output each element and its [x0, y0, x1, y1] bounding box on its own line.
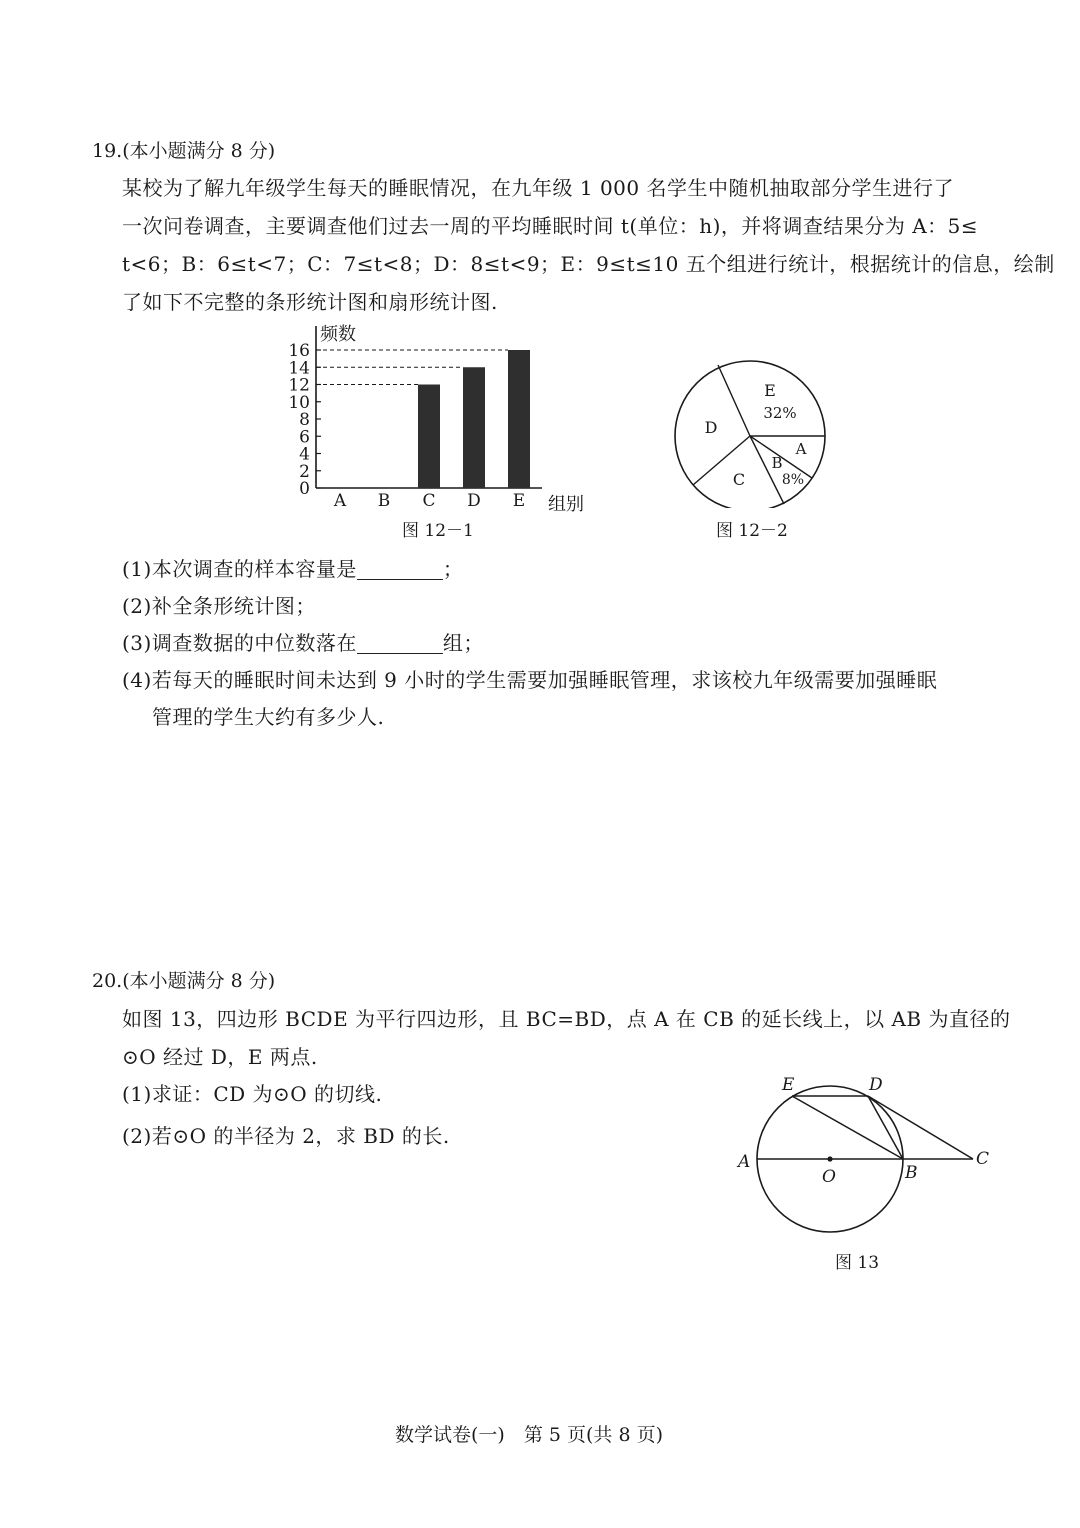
- q20-sub1: (1)求证：CD 为⊙O 的切线.: [122, 1082, 383, 1106]
- q19-intro-line-3: t<6；B：6≤t<7；C：7≤t<8；D：8≤t<9；E：9≤t≤10 五个组进行统计，根据统计的信息，绘制: [122, 252, 1055, 276]
- geometry-figure-13: [730, 1068, 1000, 1238]
- bar-e: [508, 350, 530, 488]
- bar-d: [463, 367, 485, 488]
- q19-sub1-text: (1)本次调查的样本容量是: [122, 557, 357, 581]
- q20-intro-line-2: ⊙O 经过 D，E 两点.: [122, 1045, 318, 1069]
- y-tick-label: 0: [299, 479, 310, 499]
- pie-chart: [666, 328, 836, 508]
- y-tick-label: 10: [288, 392, 310, 413]
- pie-value-e: 32%: [763, 404, 797, 422]
- point-label-b: B: [905, 1163, 918, 1183]
- bar-chart: [270, 318, 600, 518]
- answer-blank-3[interactable]: [357, 633, 443, 654]
- q19-intro-line-1: 某校为了解九年级学生每天的睡眠情况，在九年级 1 000 名学生中随机抽取部分学生进行了: [122, 176, 954, 200]
- q19-header: 19.(本小题满分 8 分): [92, 140, 276, 162]
- q20-sub2: (2)若⊙O 的半径为 2，求 BD 的长.: [122, 1124, 450, 1148]
- x-category-label: E: [512, 491, 526, 511]
- pie-label-a: A: [795, 440, 807, 458]
- page-footer: 数学试卷(一) 第 5 页(共 8 页): [395, 1424, 663, 1446]
- q19-sub3-end: 组；: [442, 631, 484, 655]
- q19-intro-line-2: 一次问卷调查，主要调查他们过去一周的平均睡眠时间 t(单位：h)，并将调查结果分为 A：5≤: [122, 214, 979, 238]
- q19-sub3: [122, 627, 484, 656]
- point-label-a: A: [738, 1152, 751, 1172]
- q19-sub3-text: (3)调查数据的中位数落在: [122, 631, 357, 655]
- x-category-label: C: [422, 491, 436, 511]
- pie-label-e: E: [764, 381, 776, 400]
- center-point-o: [827, 1156, 832, 1161]
- x-category-label: B: [377, 491, 391, 511]
- q19-sub1-end: ；: [442, 557, 464, 581]
- y-tick-label: 4: [299, 444, 310, 465]
- point-label-c: C: [976, 1149, 990, 1169]
- answer-blank-1[interactable]: [357, 559, 443, 580]
- x-category-label: D: [467, 491, 481, 511]
- fig-12-2-caption: 图 12－2: [716, 521, 788, 541]
- q20-header: 20.(本小题满分 8 分): [92, 970, 276, 992]
- q19-intro-line-4: 了如下不完整的条形统计图和扇形统计图.: [122, 290, 498, 314]
- y-tick-label: 16: [288, 341, 310, 361]
- point-label-o: O: [822, 1167, 836, 1187]
- pie-label-c: C: [732, 470, 746, 489]
- bar-c: [418, 385, 440, 489]
- y-tick-label: 6: [299, 427, 310, 448]
- segment-dc: [868, 1096, 973, 1159]
- pie-label-b: B: [771, 454, 783, 472]
- q19-sub4-line-2: 管理的学生大约有多少人.: [152, 705, 385, 729]
- y-tick-label: 14: [288, 358, 310, 379]
- q20-intro-line-1: 如图 13，四边形 BCDE 为平行四边形，且 BC=BD，点 A 在 CB 的延长线上，以 AB 为直径的: [122, 1007, 1011, 1031]
- y-tick-label: 8: [299, 410, 310, 430]
- pie-value-b: 8%: [781, 472, 805, 488]
- pie-boundary-d-e: [718, 365, 750, 436]
- x-axis-title: 组别: [548, 494, 584, 515]
- y-axis-title: 频数: [320, 324, 356, 345]
- q19-sub2: (2)补全条形统计图；: [122, 594, 316, 618]
- fig-12-1-caption: 图 12－1: [402, 521, 474, 541]
- y-tick-label: 12: [288, 375, 310, 396]
- q19-sub4-line-1: (4)若每天的睡眠时间未达到 9 小时的学生需要加强睡眠管理，求该校九年级需要加强睡眠: [122, 668, 938, 692]
- x-category-label: A: [333, 491, 347, 511]
- y-tick-label: 2: [299, 461, 310, 482]
- q19-sub1: [122, 553, 463, 582]
- fig-13-caption: 图 13: [835, 1253, 880, 1273]
- pie-label-d: D: [704, 418, 718, 437]
- point-label-e: E: [782, 1075, 795, 1095]
- point-label-d: D: [869, 1075, 883, 1095]
